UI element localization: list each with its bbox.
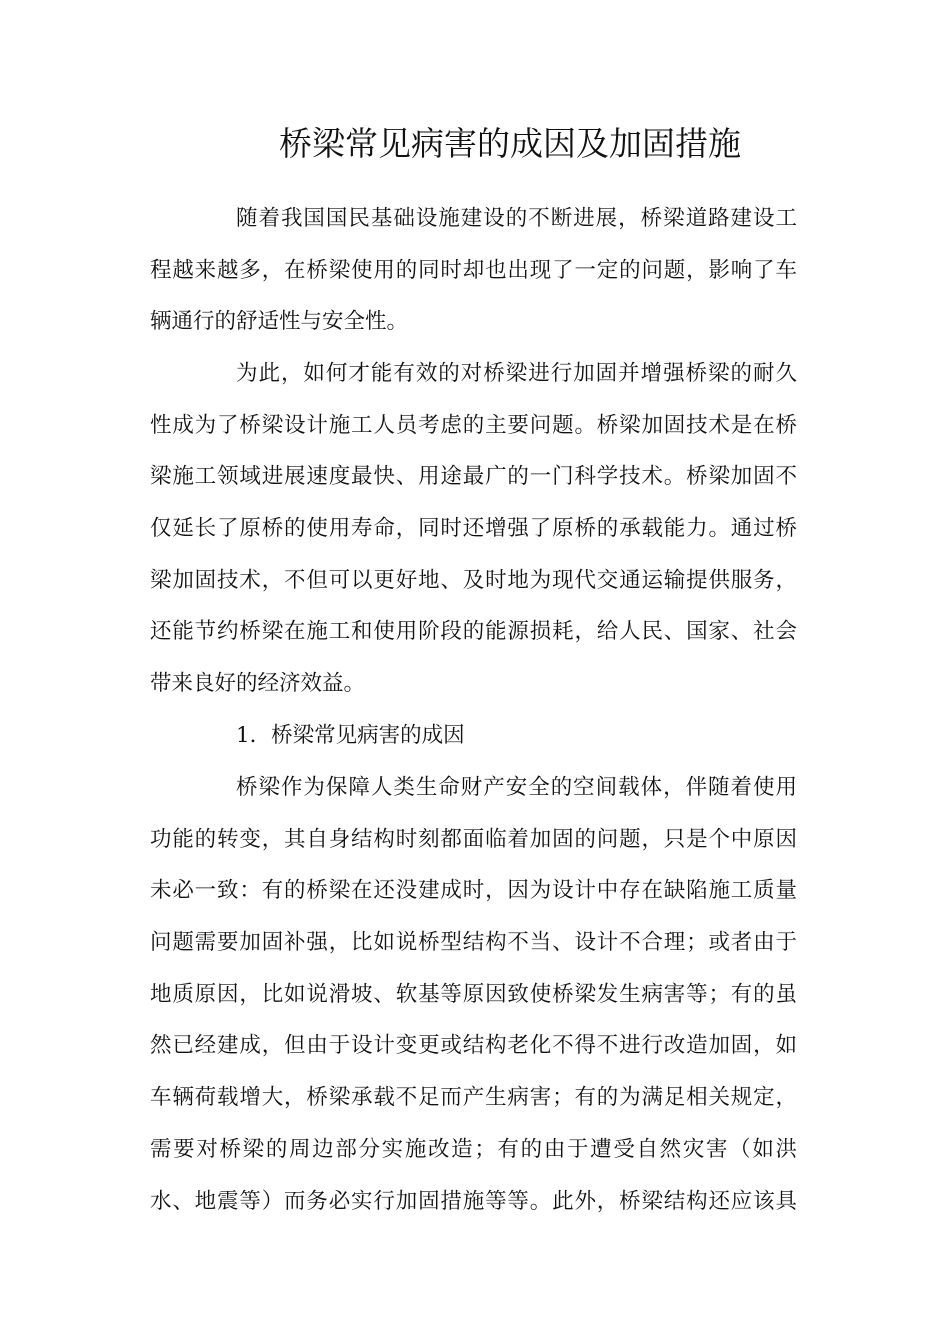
document-title: 桥梁常见病害的成因及加固措施 — [279, 124, 741, 163]
paragraph-line: 然已经建成，但由于设计变更或结构老化不得不进行改造加固，如 — [150, 1033, 797, 1059]
paragraph-line: 水、地震等）而务必实行加固措施等等。此外，桥梁结构还应该具 — [150, 1188, 797, 1214]
section-heading-block — [150, 710, 797, 762]
paragraph-line: 为此，如何才能有效的对桥梁进行加固并增强桥梁的耐久 — [236, 361, 797, 386]
paragraph-line: 带来良好的经济效益。 — [150, 671, 366, 697]
paragraph-line: 车辆荷载增大，桥梁承载不足而产生病害；有的为满足相关规定， — [150, 1085, 797, 1111]
paragraph-2 — [150, 348, 797, 710]
paragraph-line: 功能的转变，其自身结构时刻都面临着加固的问题，只是个中原因 — [150, 826, 797, 852]
paragraph-line: 需要对桥梁的周边部分实施改造；有的由于遭受自然灾害（如洪 — [150, 1136, 797, 1162]
paragraph-line: 桥梁作为保障人类生命财产安全的空间载体，伴随着使用 — [236, 775, 797, 800]
paragraph-line: 地质原因，比如说滑坡、软基等原因致使桥梁发生病害等；有的虽 — [150, 981, 797, 1007]
paragraph-line: 仅延长了原桥的使用寿命，同时还增强了原桥的承载能力。通过桥 — [150, 516, 797, 542]
paragraph-3 — [150, 762, 797, 1227]
paragraph-line: 还能节约桥梁在施工和使用阶段的能源损耗，给人民、国家、社会 — [150, 619, 797, 645]
section-heading: 1．桥梁常见病害的成因 — [236, 723, 465, 748]
paragraph-line: 梁加固技术，不但可以更好地、及时地为现代交通运输提供服务， — [150, 567, 797, 593]
paragraph-line: 未必一致：有的桥梁在还没建成时，因为设计中存在缺陷施工质量 — [150, 878, 797, 904]
paragraph-line: 问题需要加固补强，比如说桥型结构不当、设计不合理；或者由于 — [150, 930, 797, 956]
paragraph-line: 性成为了桥梁设计施工人员考虑的主要问题。桥梁加固技术是在桥 — [150, 412, 797, 438]
paragraph-line: 辆通行的舒适性与安全性。 — [150, 309, 409, 335]
paragraph-1 — [150, 193, 797, 348]
paragraph-line: 随着我国国民基础设施建设的不断进展，桥梁道路建设工 — [236, 206, 797, 231]
paragraph-line: 梁施工领域进展速度最快、用途最广的一门科学技术。桥梁加固不 — [150, 464, 797, 490]
paragraph-line: 程越来越多，在桥梁使用的同时却也出现了一定的问题，影响了车 — [150, 257, 797, 283]
